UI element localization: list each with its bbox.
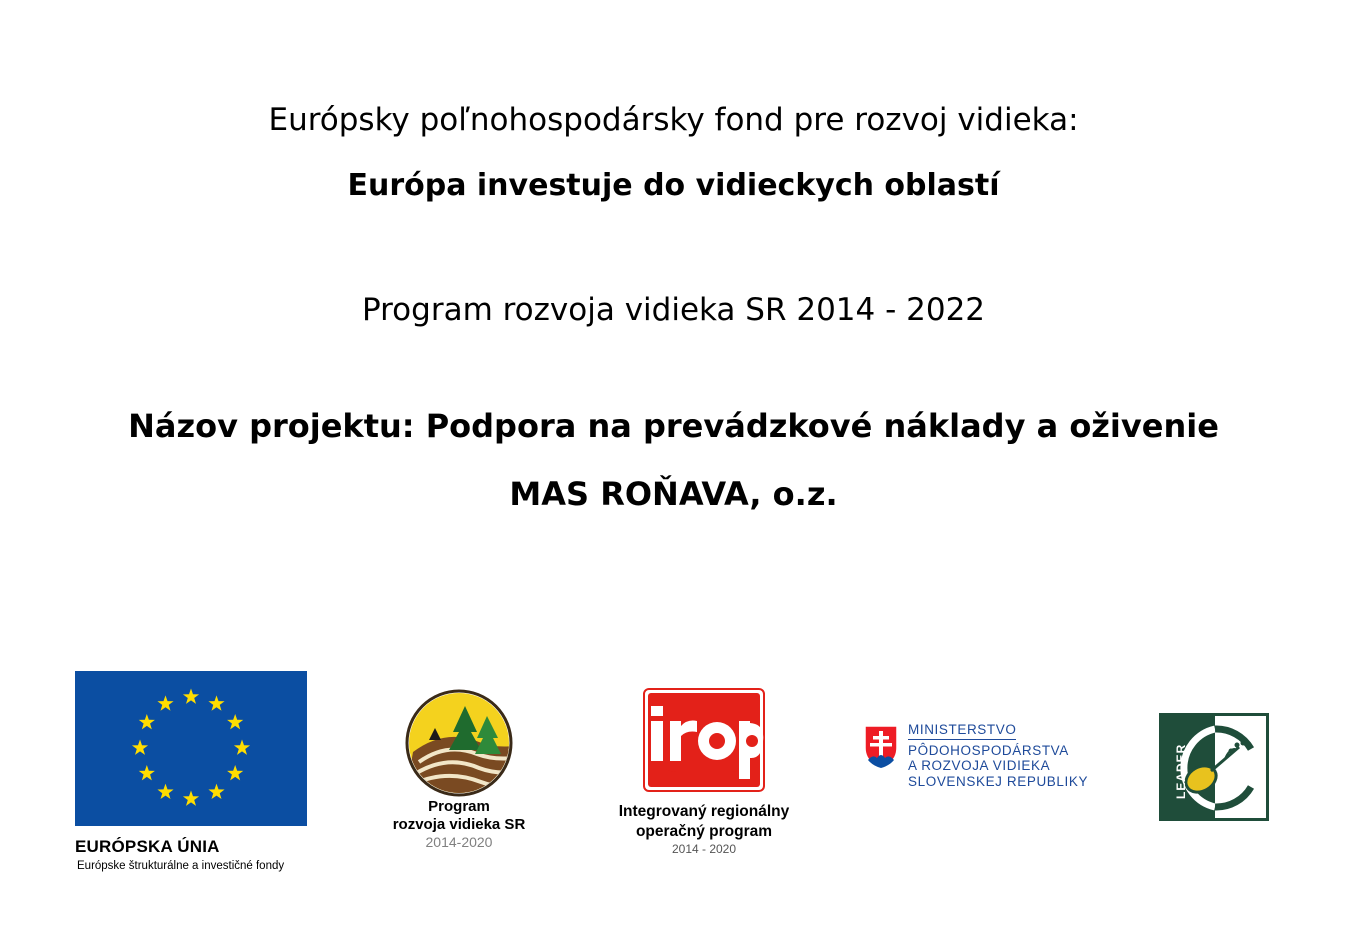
- leader-logo: [1159, 713, 1269, 821]
- eu-logo: [75, 671, 315, 872]
- irop-line1: Integrovaný regionálny: [618, 803, 790, 820]
- eu-title: EURÓPSKA ÚNIA: [75, 837, 220, 856]
- prv-logo: [378, 688, 540, 851]
- ministry-logo: [863, 722, 1103, 792]
- prv-emblem-icon: [405, 688, 513, 798]
- ministry-line4: SLOVENSKEJ REPUBLIKY: [908, 773, 1089, 789]
- ministry-line1: MINISTERSTVO: [908, 722, 1016, 740]
- leader-label: LEADER: [1174, 743, 1188, 799]
- program-heading: Program rozvoja vidieka SR 2014 - 2022: [361, 292, 986, 328]
- eu-flag-icon: [75, 671, 307, 826]
- irop-mark-icon: [643, 688, 765, 792]
- fund-heading: Európsky poľnohospodársky fond pre rozvoj vidieka:: [268, 102, 1079, 138]
- organization-name: MAS ROŇAVA, o.z.: [509, 475, 838, 513]
- slogan-heading: Európa investuje do vidieckych oblastí: [347, 168, 1000, 203]
- irop-line2: operačný program: [635, 823, 773, 840]
- eu-subtitle: Európske štrukturálne a investičné fondy: [77, 860, 285, 872]
- ministry-line2: PÔDOHOSPODÁRSTVA: [908, 742, 1069, 758]
- prv-line2: rozvoja vidieka SR: [392, 816, 526, 833]
- irop-line3: 2014 - 2020: [671, 842, 737, 856]
- prv-line1: Program: [428, 798, 490, 815]
- leader-emblem-icon: [1159, 713, 1269, 821]
- project-title: Názov projektu: Podpora na prevádzkové náklady a oživenie: [128, 407, 1219, 445]
- prv-line3: 2014-2020: [425, 834, 493, 850]
- irop-logo: [600, 688, 808, 856]
- slovak-coat-of-arms-icon: [863, 724, 899, 770]
- ministry-line3: A ROZVOJA VIDIEKA: [908, 758, 1051, 773]
